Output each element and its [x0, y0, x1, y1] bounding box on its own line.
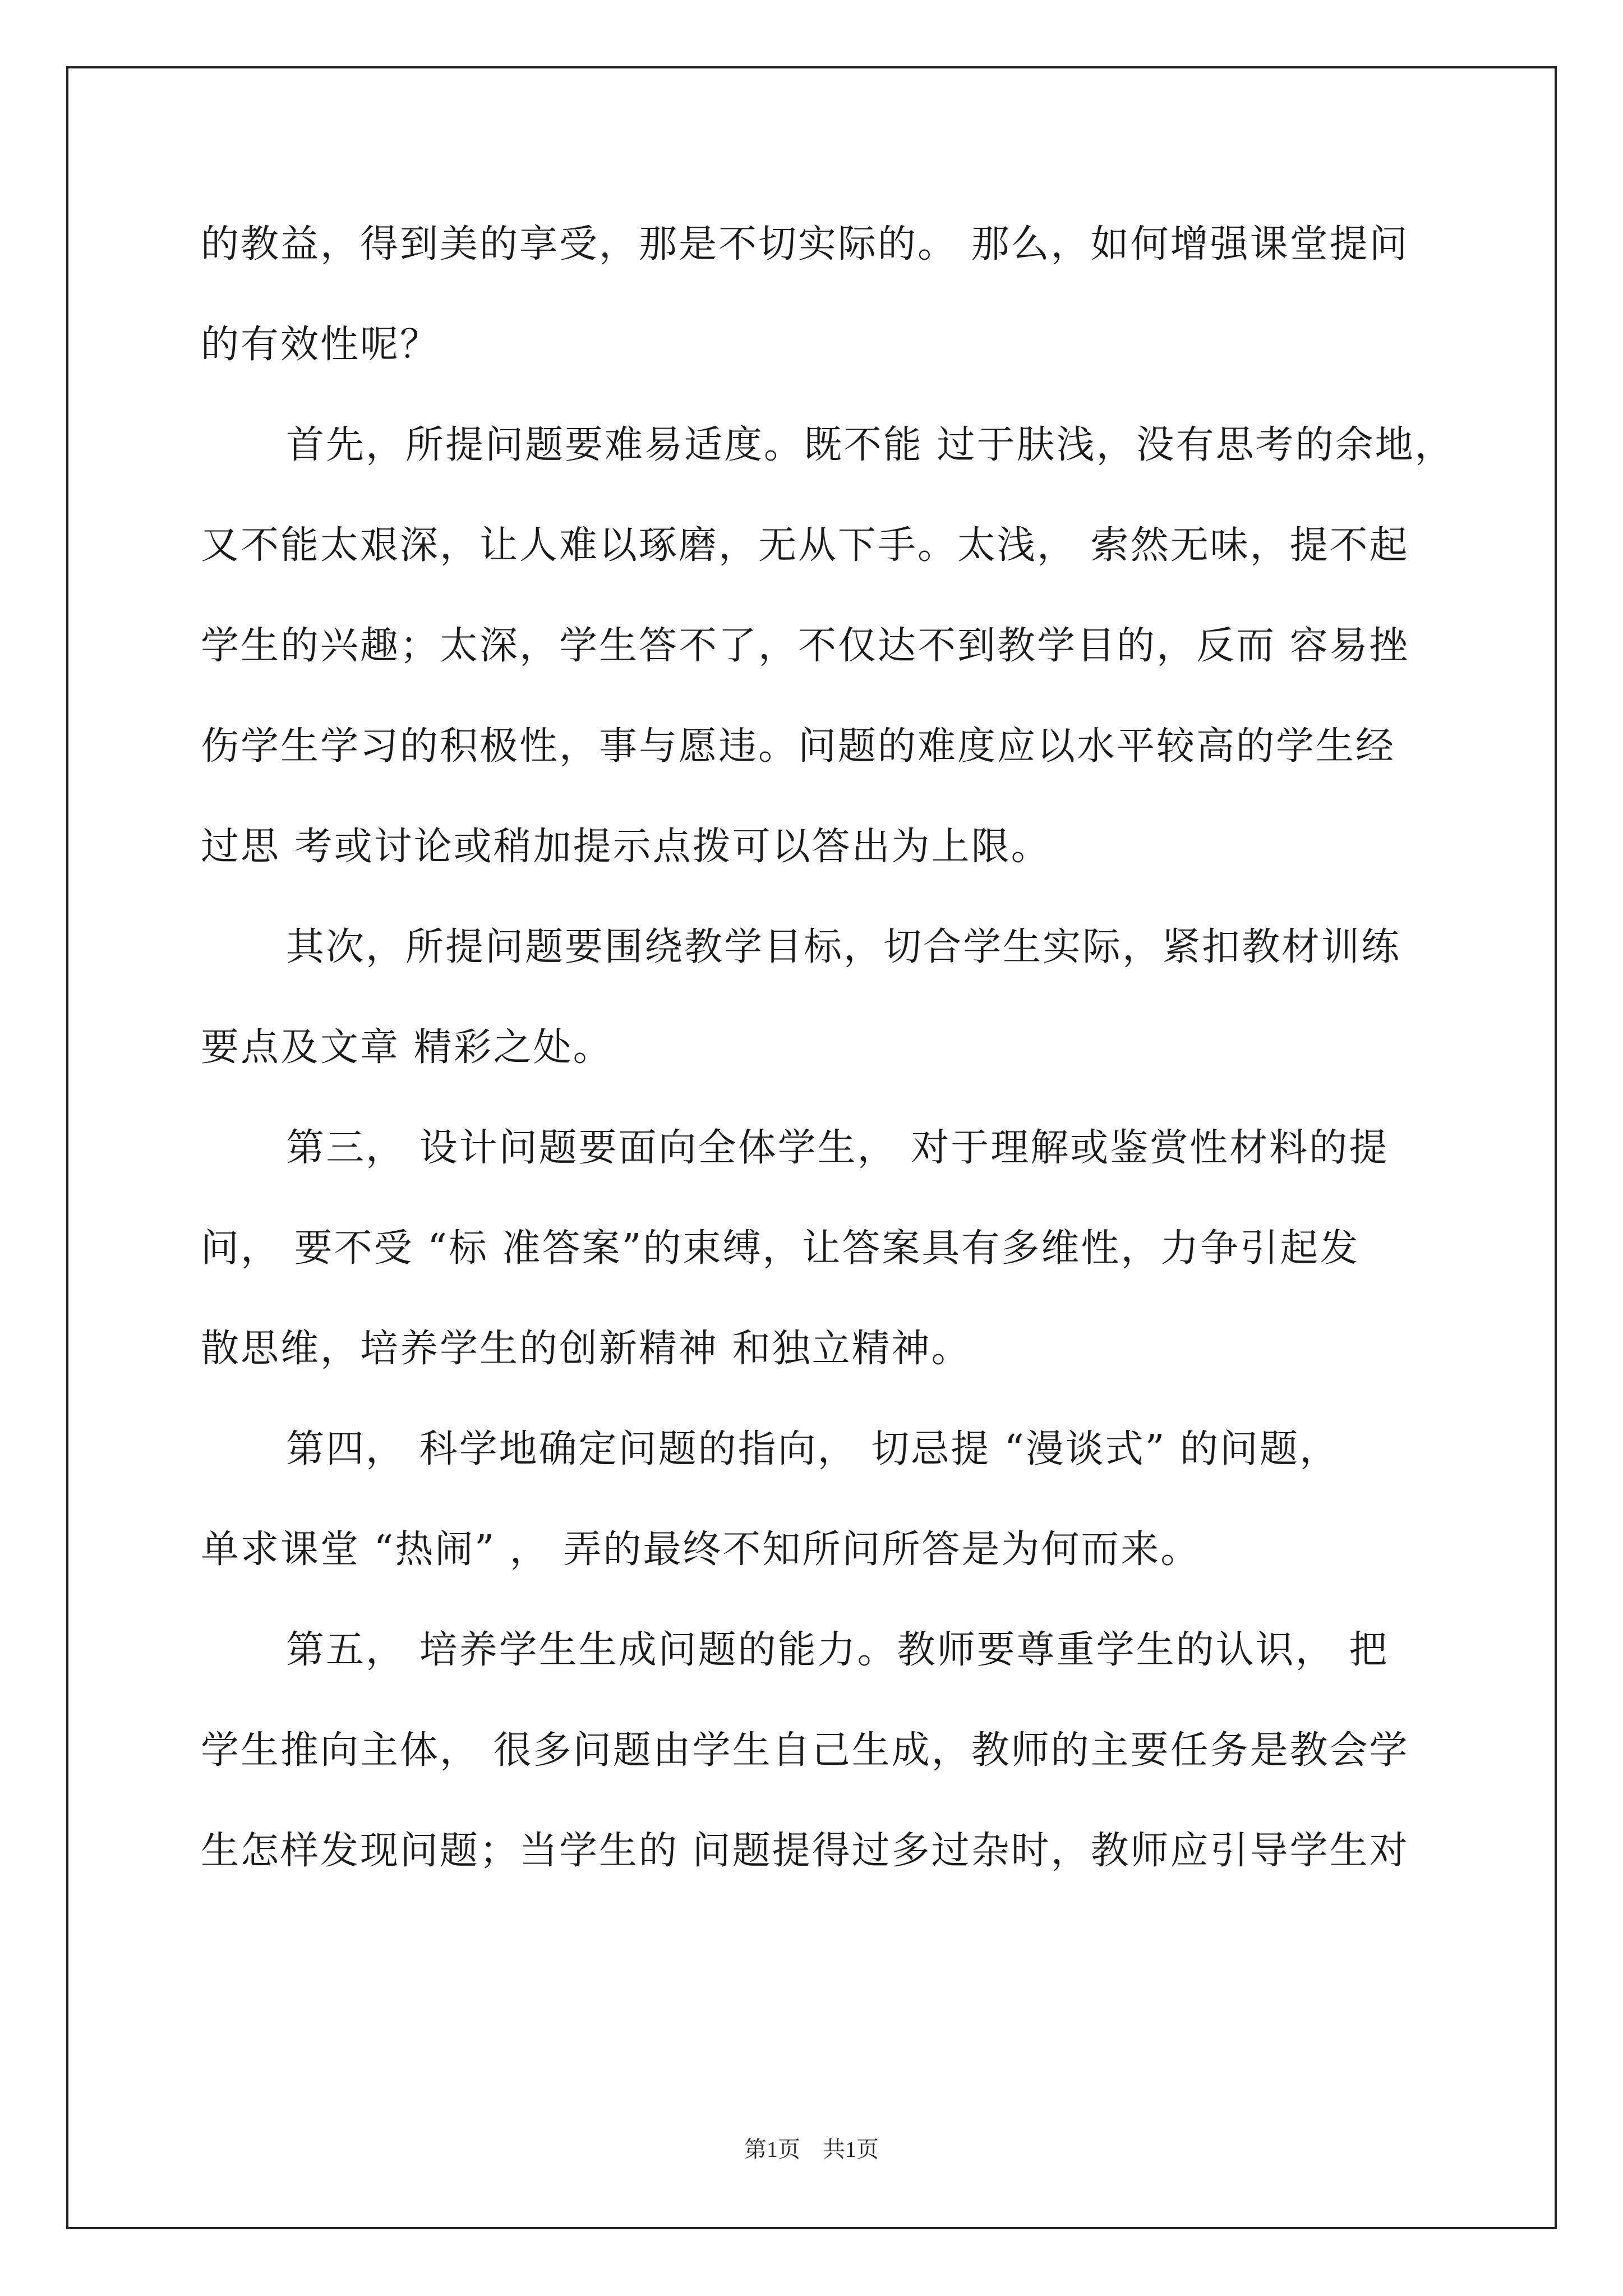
text-line: 第四， 科学地确定问题的指向， 切忌提 “漫谈式” 的问题，	[286, 1427, 1339, 1471]
text-line: 学生推向主体， 很多问题由学生自己生成，教师的主要任务是教会学	[201, 1728, 1409, 1773]
text-line: 伤学生学习的积极性，事与愿违。问题的难度应以水平较高的学生经	[201, 724, 1396, 769]
text-line: 又不能太艰深，让人难以琢磨，无从下手。太浅， 索然无味，提不起	[201, 523, 1409, 568]
text-line: 其次，所提问题要围绕教学目标，切合学生实际，紧扣教材训练	[286, 925, 1401, 969]
text-line: 过思 考或讨论或稍加提示点拨可以答出为上限。	[201, 825, 1051, 869]
document-body	[201, 220, 1455, 1927]
text-line: 第三， 设计问题要面向全体学生， 对于理解或鉴赏性材料的提	[286, 1126, 1389, 1170]
text-line: 的有效性呢？	[201, 323, 440, 367]
text-line: 学生的兴趣；太深，学生答不了，不仅达不到教学目的，反而 容易挫	[201, 624, 1409, 668]
page-footer: 第1页 共1页	[744, 2137, 879, 2162]
text-line: 的教益，得到美的享受，那是不切实际的。 那么，如何增强课堂提问	[201, 222, 1409, 266]
text-line: 要点及文章 精彩之处。	[201, 1025, 613, 1070]
text-line: 散思维，培养学生的创新精神 和独立精神。	[201, 1327, 971, 1371]
text-line: 第五， 培养学生生成问题的能力。教师要尊重学生的认识， 把	[286, 1628, 1389, 1672]
text-line: 生怎样发现问题；当学生的 问题提得过多过杂时，教师应引导学生对	[201, 1829, 1409, 1873]
text-line: 问， 要不受 “标 准答案”的束缚，让答案具有多维性，力争引起发	[201, 1226, 1360, 1271]
text-line: 首先，所提问题要难易适度。既不能 过于肤浅，没有思考的余地，	[286, 423, 1455, 467]
text-line: 单求课堂 “热闹” ， 弄的最终不知所问所答是为何而来。	[201, 1527, 1201, 1572]
